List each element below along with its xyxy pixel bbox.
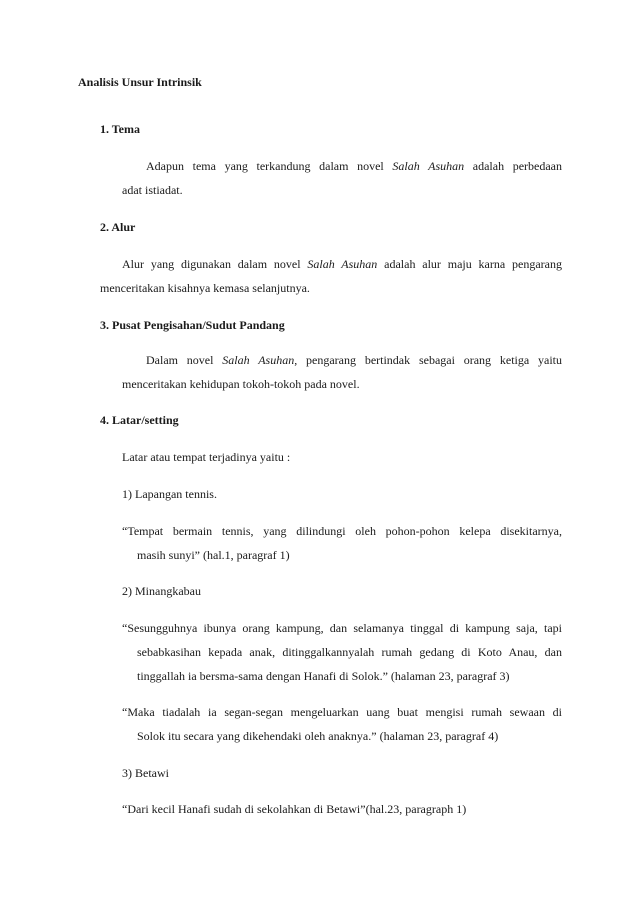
section-heading-tema: 1. Tema (100, 122, 141, 136)
quote-2-line-2: sebabkasihan kepada anak, ditinggalkannyalah rumah gedang di Koto Anau, dan (137, 645, 562, 659)
quote-1-line-1: “Tempat bermain tennis, yang dilindungi oleh pohon-pohon kelepa disekitarnya, (122, 524, 562, 538)
novel-title: Salah Asuhan (222, 353, 295, 367)
tema-paragraph-line-1: Adapun tema yang terkandung dalam novel Salah Asuhan adalah perbedaan (146, 159, 562, 173)
section-heading-sudut-pandang: 3. Pusat Pengisahan/Sudut Pandang (100, 318, 285, 332)
latar-item-3: 3) Betawi (122, 766, 169, 780)
quote-4-line-1: “Dari kecil Hanafi sudah di sekolahkan di Betawi”(hal.23, paragraph 1) (122, 802, 467, 816)
quote-2-line-1: “Sesungguhnya ibunya orang kampung, dan selamanya tinggal di kampung saja, tapi (122, 621, 562, 635)
alur-paragraph-line-2: menceritakan kisahnya kemasa selanjutnya. (100, 281, 310, 295)
section-heading-latar: 4. Latar/setting (100, 413, 179, 427)
section-heading-alur: 2. Alur (100, 220, 136, 234)
tema-paragraph-line-2: adat istiadat. (122, 183, 183, 197)
latar-intro: Latar atau tempat terjadinya yaitu : (122, 450, 291, 464)
quote-1-line-2: masih sunyi” (hal.1, paragraf 1) (137, 548, 290, 562)
sudut-pandang-paragraph-line-2: menceritakan kehidupan tokoh-tokoh pada novel. (122, 377, 360, 391)
novel-title: Salah Asuhan (307, 257, 378, 271)
quote-3-line-1: “Maka tiadalah ia segan-segan mengeluarkan uang buat mengisi rumah sewaan di (122, 705, 562, 719)
sudut-pandang-paragraph-line-1: Dalam novel Salah Asuhan, pengarang bertindak sebagai orang ketiga yaitu (146, 353, 562, 367)
novel-title: Salah Asuhan (392, 159, 465, 173)
quote-2-line-3: tinggallah ia bersma-sama dengan Hanafi di Solok.” (halaman 23, paragraf 3) (137, 669, 510, 683)
latar-item-1: 1) Lapangan tennis. (122, 487, 217, 501)
document-title: Analisis Unsur Intrinsik (78, 75, 202, 89)
latar-item-2: 2) Minangkabau (122, 584, 201, 598)
alur-paragraph-line-1: Alur yang digunakan dalam novel Salah Asuhan adalah alur maju karna pengarang (122, 257, 562, 271)
quote-3-line-2: Solok itu secara yang dikehendaki oleh anaknya.” (halaman 23, paragraf 4) (137, 729, 499, 743)
